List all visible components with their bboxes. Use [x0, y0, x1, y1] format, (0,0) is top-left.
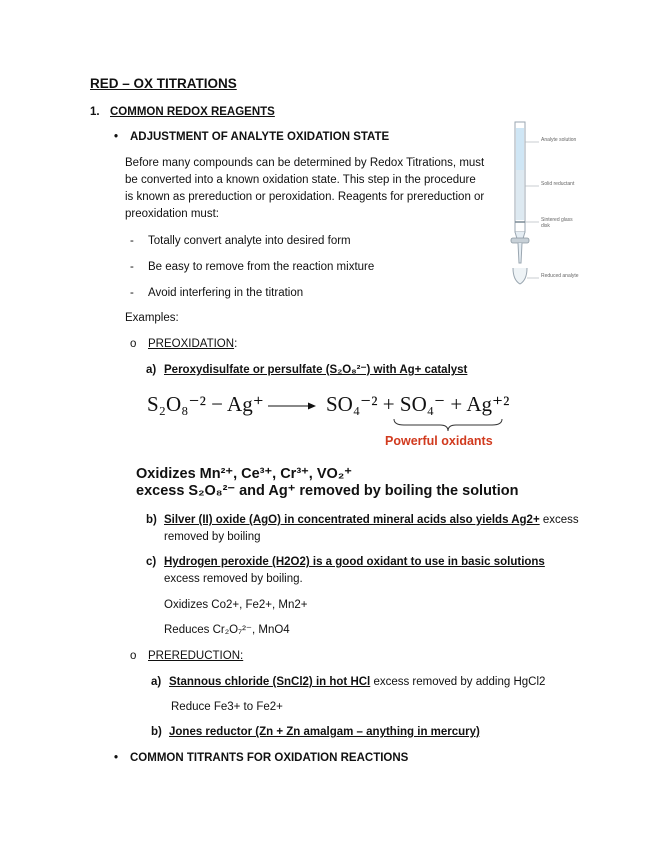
hydrogen-peroxide-line2: excess removed by boiling. [164, 573, 303, 585]
bullet-icon: • [114, 752, 119, 764]
prereduction-heading: PREREDUCTION: [148, 650, 244, 662]
reduces-list: Reduces Cr₂O₇²⁻, MnO4 [164, 624, 290, 636]
hydrogen-peroxide-item: Hydrogen peroxide (H2O2) is a good oxidant to use in basic solutions [164, 556, 545, 568]
colon: : [234, 338, 238, 350]
figure-label-reductant: Solid reductant [541, 181, 575, 187]
persulfate-item: Peroxydisulfate or persulfate (S₂O₈²⁻) with Ag+ catalyst [164, 364, 468, 376]
intro-paragraph: Before many compounds can be determined by Redox Titrations, must be converted into a known oxidation state. This step in the procedure is known as prereduction or peroxidation. Reagents for prereduction or preoxidation must: [125, 157, 485, 220]
circle-bullet-icon: o [130, 338, 137, 350]
silver-oxide-text: Silver (II) oxide (AgO) in concentrated mineral acids also yields Ag2+ [164, 514, 540, 526]
oxidizes-ions-line: Oxidizes Mn²⁺, Ce³⁺, Cr³⁺, VO₂⁺ [136, 466, 352, 482]
stannous-chloride-text: Stannous chloride (SnCl2) in hot HCl [169, 676, 371, 688]
oxidizes-list: Oxidizes Co2+, Fe2+, Mn2+ [164, 599, 308, 611]
dash-icon: - [130, 287, 134, 299]
section-number: 1. [90, 106, 100, 118]
examples-label: Examples: [125, 312, 179, 324]
list-marker: a) [151, 676, 162, 688]
dash-icon: - [130, 261, 134, 273]
equation-left: S₂O₈⁻² − Ag⁺ [147, 392, 264, 416]
excess-removal-line: excess S₂O₈²⁻ and Ag⁺ removed by boiling the solution [136, 483, 519, 499]
figure-label-glass-disk: Sintered glass disk [541, 217, 573, 229]
reaction-arrow-icon [268, 400, 316, 412]
bullet-heading-adjustment: ADJUSTMENT OF ANALYTE OXIDATION STATE [130, 131, 390, 143]
jones-reductor-item: Jones reductor (Zn + Zn amalgam – anything in mercury) [169, 726, 480, 738]
stannous-chloride-tail: excess removed by adding HgCl2 [370, 676, 546, 688]
figure-label-reduced-analyte: Reduced analyte [541, 273, 579, 279]
powerful-oxidants-annotation: Powerful oxidants [385, 434, 493, 448]
bullet-heading-titrants: COMMON TITRANTS FOR OXIDATION REACTIONS [130, 752, 409, 764]
reductor-column-figure [503, 118, 595, 298]
requirement-item: Totally convert analyte into desired form [148, 235, 351, 247]
list-marker: b) [146, 514, 157, 526]
equation-product-2: SO₄⁻ + Ag⁺² [399, 392, 510, 416]
requirement-item: Avoid interfering in the titration [148, 287, 304, 299]
stannous-chloride-item [169, 674, 545, 691]
page-title: RED – OX TITRATIONS [90, 76, 237, 91]
silver-oxide-tail: excess [539, 514, 579, 526]
requirement-item: Be easy to remove from the reaction mixture [148, 261, 375, 273]
preoxidation-label: PREOXIDATION [148, 338, 235, 350]
list-marker: a) [146, 364, 157, 376]
preoxidation-heading [148, 336, 237, 353]
reduce-iron-line: Reduce Fe3+ to Fe2+ [171, 701, 283, 713]
list-marker: c) [146, 556, 157, 568]
list-marker: b) [151, 726, 162, 738]
section-heading: COMMON REDOX REAGENTS [110, 106, 275, 118]
equation-product-1: SO₄⁻² + [326, 392, 400, 416]
equation-right [326, 392, 509, 417]
circle-bullet-icon: o [130, 650, 137, 662]
silver-oxide-item [164, 512, 579, 529]
dash-icon: - [130, 235, 134, 247]
silver-oxide-line2: removed by boiling [164, 531, 261, 543]
figure-label-analyte: Analyte solution [541, 137, 577, 143]
bullet-icon: • [114, 131, 119, 143]
brace-icon [392, 418, 504, 432]
